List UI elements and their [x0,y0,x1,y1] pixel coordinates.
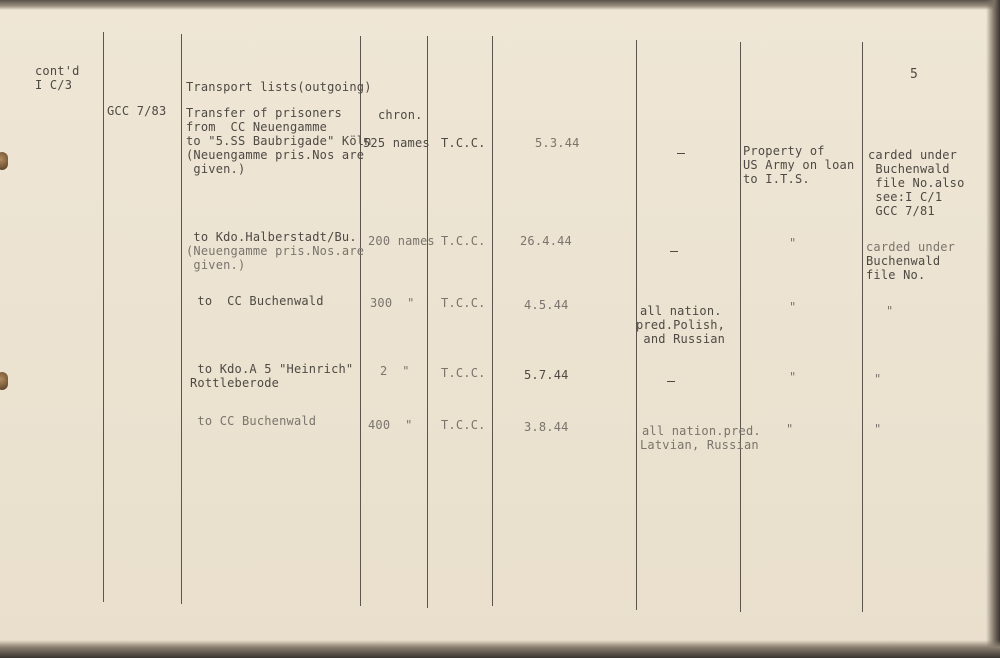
row-remarks: " [874,372,882,386]
file-ref: GCC 7/83 [107,104,167,118]
row-property: to I.T.S. [743,172,810,186]
row-dash [670,251,678,252]
contd-label: cont'd [35,64,80,78]
section-title: Transport lists(outgoing) [186,80,372,94]
row-description: (Neuengamme pris.Nos are [186,148,365,162]
row-nationality: and Russian [636,332,726,346]
column-rule [103,32,104,602]
row-nationality: all nation.pred. [642,424,761,438]
row-description: Transfer of prisoners [186,106,342,120]
row-nationality: all nation. [640,304,722,318]
page-number: 5 [910,67,919,82]
row-description: to CC Buchenwald [190,294,324,308]
row-dash [677,153,685,154]
row-origin: T.C.C. [441,296,486,310]
row-date: 5.3.44 [535,136,580,150]
row-count: 300 " [370,296,415,310]
row-origin: T.C.C. [441,136,486,150]
row-remarks: " [874,422,882,436]
row-nationality: pred.Polish, [636,318,726,332]
row-date: 26.4.44 [520,234,572,248]
row-count: 2 " [380,364,410,378]
row-description: to Kdo.Halberstadt/Bu. [186,230,357,244]
row-date: 5.7.44 [524,368,569,382]
row-description: given.) [186,162,246,176]
row-remarks: Buchenwald [868,162,950,176]
row-property: Property of [743,144,825,158]
row-property: " [789,300,797,314]
row-remarks: Buchenwald [866,254,941,268]
row-remarks: carded under [866,240,956,254]
page-right-shadow [986,0,1000,658]
row-property: " [789,370,797,384]
row-description: to "5.SS Baubrigade" Köln [186,134,372,148]
page-bottom-shadow [0,640,1000,658]
row-property: " [789,236,797,250]
row-date: 4.5.44 [524,298,569,312]
row-remarks: carded under [868,148,958,162]
column-rule [740,42,741,612]
row-nationality: Latvian, Russian [640,438,759,452]
page-top-shadow [0,0,1000,10]
row-property: " [786,422,794,436]
row-origin: T.C.C. [441,234,486,248]
row-remarks: GCC 7/81 [868,204,935,218]
row-remarks: file No.also [868,176,965,190]
series-ref: I C/3 [35,78,73,92]
chron-label: chron. [378,108,423,122]
column-rule [181,34,182,604]
column-rule [862,42,863,612]
column-rule [492,36,493,606]
row-count: 200 names [368,234,435,248]
column-rule [427,36,428,608]
row-description: given.) [186,258,246,272]
row-count: 400 " [368,418,413,432]
row-description: to CC Buchenwald [190,414,317,428]
row-remarks: file No. [866,268,926,282]
row-description: Rottleberode [190,376,280,390]
row-description: (Neuengamme pris.Nos.are [186,244,365,258]
row-origin: T.C.C. [441,366,486,380]
row-remarks: " [886,304,894,318]
row-description: to Kdo.A 5 "Heinrich" [190,362,354,376]
binding-hole-icon [0,372,8,390]
row-count: 525 names [363,136,430,150]
row-property: US Army on loan [743,158,855,172]
row-dash [667,381,675,382]
row-remarks: see:I C/1 [868,190,943,204]
row-date: 3.8.44 [524,420,569,434]
row-origin: T.C.C. [441,418,486,432]
binding-hole-icon [0,152,8,170]
row-description: from CC Neuengamme [186,120,328,134]
column-rule [360,36,361,606]
